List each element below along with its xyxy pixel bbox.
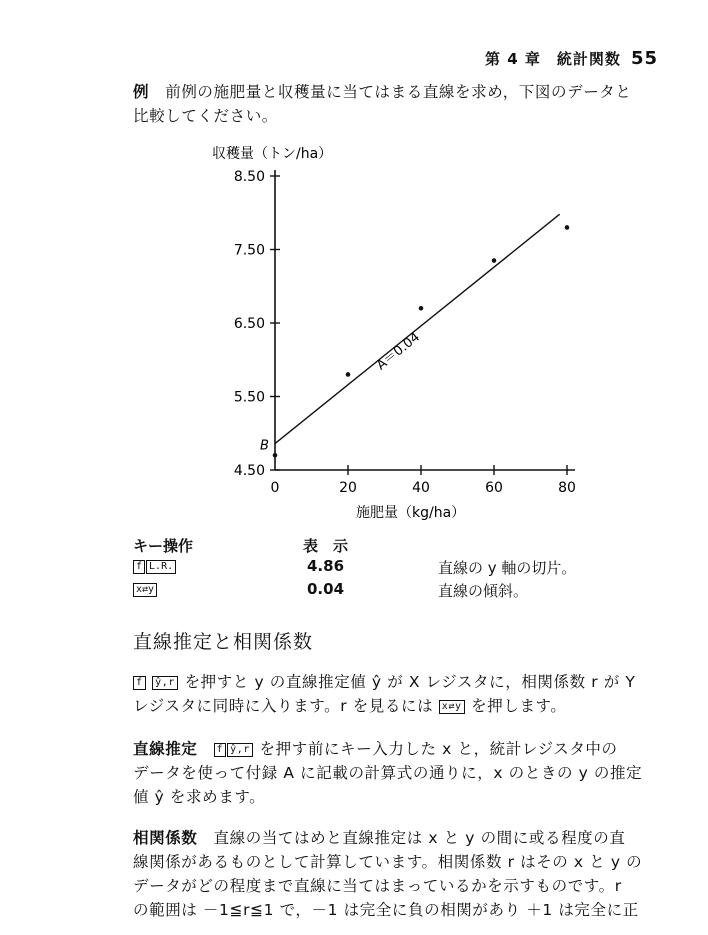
- swap-key: x⇄y: [439, 700, 465, 714]
- section-title: 直線推定と相関係数: [133, 631, 314, 653]
- f-key: f: [214, 743, 227, 757]
- x-axis-label: 施肥量（kg/ha）: [356, 505, 466, 521]
- fit-line-group: [275, 214, 560, 443]
- example-line-2: 比較してください。: [133, 107, 278, 125]
- fit-line: [275, 214, 560, 443]
- intercept-annotation: B: [260, 438, 269, 454]
- row-value-slope: 0.04: [307, 580, 345, 598]
- row-desc-intercept: 直線の y 軸の切片。: [438, 559, 577, 577]
- paragraph-3: 相関係数 直線の当てはめと直線推定は x と y の間に或る程度の直 線関係があるものとして計算しています。相関係数 r はその x と y の データがどの程度まで直線に当てはまっているかを示すものです。r の範囲は －1≦r≦1 で，－1 は完全に負の相関があり ＋1 は完全に正: [133, 829, 643, 919]
- lr-key: L.R.: [146, 560, 176, 574]
- y-tick-label: 5.50: [233, 389, 265, 406]
- y-tick-label: 8.50: [233, 169, 265, 185]
- page-number: 55: [630, 48, 658, 69]
- term-correlation: 相関係数: [133, 829, 198, 847]
- data-point: [273, 453, 278, 458]
- paragraph-1: f ŷ,r を押すと y の直線推定値 ŷ が X レジスタに，相関係数 r が Y レジスタに同時に入ります。r を見るには x⇄y を押します。: [133, 673, 636, 715]
- key-table-header-display: 表 示: [303, 537, 349, 555]
- data-point: [565, 225, 570, 230]
- table-row: [133, 557, 177, 575]
- example-label: 例: [133, 83, 150, 101]
- yr-key: ŷ,r: [152, 676, 178, 690]
- x-tick-label: 20: [339, 480, 357, 496]
- y-axis-label: 収穫量（トン/ha）: [212, 146, 333, 162]
- swap-key: x⇄y: [133, 583, 157, 597]
- y-tick-label: 7.50: [233, 242, 265, 259]
- y-tick-label: 4.50: [233, 463, 265, 479]
- data-point: [346, 372, 351, 377]
- x-tick-label: 0: [270, 480, 280, 496]
- f-key: f: [133, 676, 146, 690]
- paragraph-2: 直線推定 f ŷ,r を押す前にキー入力した x と，統計レジスタ中の データを使って付録 A に記載の計算式の通りに，x のときの y の推定 値 ŷ を求めます。: [133, 740, 643, 806]
- row-value-intercept: 4.86: [307, 557, 345, 575]
- x-tick-label: 40: [412, 480, 430, 496]
- term-linear-estimate: 直線推定: [133, 740, 198, 758]
- row-desc-slope: 直線の傾斜。: [438, 582, 529, 600]
- chart-axes: [275, 170, 575, 470]
- key-table-header-key: キー操作: [133, 537, 194, 555]
- f-key: f: [133, 560, 145, 574]
- data-point: [492, 258, 497, 263]
- table-row: [133, 580, 158, 598]
- y-tick-label: 6.50: [233, 316, 265, 332]
- data-point: [419, 306, 424, 311]
- y-ticks: [234, 169, 280, 479]
- x-tick-label: 60: [485, 480, 503, 496]
- slope-annotation: A＝0.04: [373, 329, 423, 374]
- yr-key: ŷ,r: [227, 743, 253, 757]
- x-tick-label: 80: [558, 480, 576, 496]
- chapter-title: 第 4 章 統計関数: [485, 50, 621, 68]
- example-line-1: 前例の施肥量と収穫量に当てはまる直線を求め，下図のデータと: [165, 83, 632, 101]
